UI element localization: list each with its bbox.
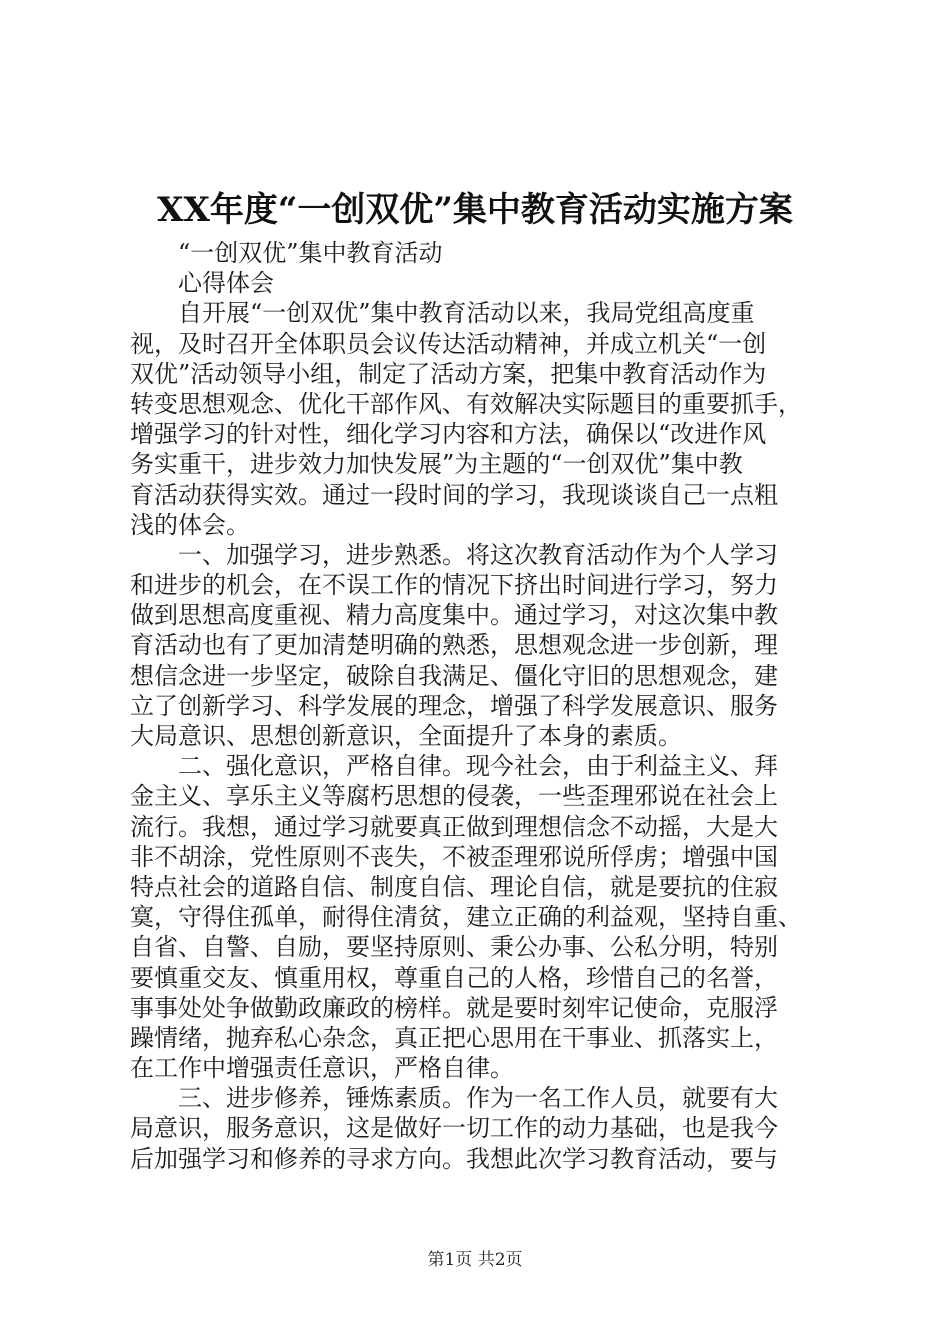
body-text-line: 要慎重交友、慎重用权，尊重自己的人格，珍惜自己的名誉， <box>130 963 778 992</box>
body-text-line: 视，及时召开全体职员会议传达活动精神，并成立机关“一创 <box>130 329 767 358</box>
body-text-line: 立了创新学习、科学发展的理念，增强了科学发展意识、服务 <box>130 691 778 720</box>
body-text-line: 双优”活动领导小组，制定了活动方案，把集中教育活动作为 <box>130 359 767 388</box>
body-text-line: 自省、自警、自励，要坚持原则、秉公办事、公私分明，特别 <box>130 933 778 962</box>
body-text-line: 育活动也有了更加清楚明确的熟悉，思想观念进一步创新，理 <box>130 631 778 660</box>
body-text-line: 和进步的机会，在不误工作的情况下挤出时间进行学习，努力 <box>130 571 778 600</box>
document-body <box>130 238 830 1174</box>
body-text-line: 后加强学习和修养的寻求方向。我想此次学习教育活动，要与 <box>130 1144 778 1173</box>
body-text-line: 自开展“一创双优”集中教育活动以来，我局党组高度重 <box>130 299 755 328</box>
body-text-line: 心得体会 <box>130 269 274 298</box>
body-text-line: 三、进步修养，锤炼素质。作为一名工作人员，就要有大 <box>130 1084 778 1113</box>
body-text-line: 非不胡涂，党性原则不丧失，不被歪理邪说所俘虏；增强中国 <box>130 842 778 871</box>
body-text-line: 转变思想观念、优化干部作风、有效解决实际题目的重要抓手， <box>130 389 802 418</box>
body-text-line: 局意识，服务意识，这是做好一切工作的动力基础，也是我今 <box>130 1114 778 1143</box>
body-text-line: 金主义、享乐主义等腐朽思想的侵袭，一些歪理邪说在社会上 <box>130 782 778 811</box>
body-text-line: 一、加强学习，进步熟悉。将这次教育活动作为个人学习 <box>130 540 778 569</box>
body-text-line: 流行。我想，通过学习就要真正做到理想信念不动摇，大是大 <box>130 812 778 841</box>
body-text-line: 二、强化意识，严格自律。现今社会，由于利益主义、拜 <box>130 752 778 781</box>
body-text-line: “一创双优”集中教育活动 <box>130 239 443 267</box>
body-text-line: 特点社会的道路自信、制度自信、理论自信，就是要抗的住寂 <box>130 872 778 901</box>
body-text-line: 浅的体会。 <box>130 510 250 539</box>
body-text-line: 躁情绪，抛弃私心杂念，真正把心思用在干事业、抓落实上， <box>130 1023 778 1052</box>
body-text-line: 务实重干，进步效力加快发展”为主题的“一创双优”集中教 <box>130 450 743 479</box>
body-text-line: 育活动获得实效。通过一段时间的学习，我现谈谈自己一点粗 <box>130 480 778 509</box>
body-text-line: 增强学习的针对性，细化学习内容和方法，确保以“改进作风 <box>130 420 767 449</box>
body-text-line: 想信念进一步坚定，破除自我满足、僵化守旧的思想观念，建 <box>130 661 778 690</box>
body-text-line: 大局意识、思想创新意识，全面提升了本身的素质。 <box>130 722 682 750</box>
body-text-line: 寞，守得住孤单，耐得住清贫，建立正确的利益观，坚持自重、 <box>130 903 802 932</box>
body-text-line: 做到思想高度重视、精力高度集中。通过学习，对这次集中教 <box>130 601 778 630</box>
body-text-line: 事事处处争做勤政廉政的榜样。就是要时刻牢记使命，克服浮 <box>130 993 778 1022</box>
body-text-line: 在工作中增强责任意识，严格自律。 <box>130 1054 514 1083</box>
document-title: XX年度“一创双优”集中教育活动实施方案 <box>157 190 793 230</box>
page-footer: 第1页 共2页 <box>427 1250 523 1270</box>
